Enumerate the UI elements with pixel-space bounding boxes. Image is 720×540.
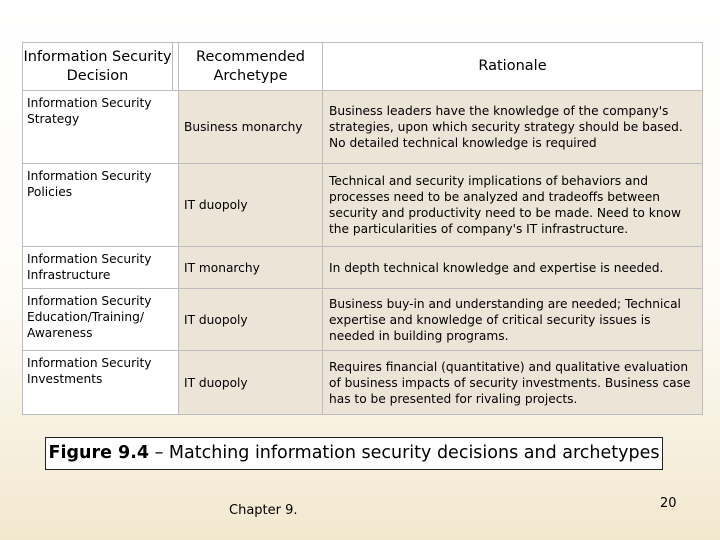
header-archetype: Recommended Archetype: [179, 43, 323, 91]
figure-label: Figure 9.4: [48, 443, 150, 463]
archetype-cell: IT duopoly: [179, 289, 323, 351]
header-decision: Information Security Decision: [23, 43, 173, 91]
table-row: [23, 91, 703, 164]
decision-cell: Information Security Investments: [23, 351, 173, 415]
decisions-table: [22, 42, 703, 415]
header-rationale: Rationale: [323, 43, 703, 91]
decision-cell: Information Security Strategy: [23, 91, 173, 164]
figure-caption: [45, 437, 663, 470]
table-header-row: [23, 43, 703, 91]
rationale-cell: Technical and security implications of behaviors and processes need to be analyzed and tradeoffs between security and productivity need to be made. Need to know the particularities of company's IT infrastructure.: [323, 164, 703, 247]
chapter-footer: Chapter 9.: [229, 503, 298, 518]
rationale-cell: Business leaders have the knowledge of the company's strategies, upon which security strategy should be based. No detailed technical knowledge is required: [323, 91, 703, 164]
table-row: [23, 351, 703, 415]
table-row: [23, 164, 703, 247]
table-row: [23, 247, 703, 289]
rationale-cell: Business buy-in and understanding are needed; Technical expertise and knowledge of critical security issues is needed in building programs.: [323, 289, 703, 351]
page-number: 20: [660, 496, 677, 511]
rationale-cell: Requires financial (quantitative) and qualitative evaluation of business impacts of security investments. Business case has to be presented for rivaling projects.: [323, 351, 703, 415]
archetype-cell: IT duopoly: [179, 351, 323, 415]
decision-cell: Information Security Policies: [23, 164, 173, 247]
decision-cell: Information Security Infrastructure: [23, 247, 173, 289]
figure-caption-text: – Matching information security decisions and archetypes: [149, 443, 660, 463]
archetype-cell: IT monarchy: [179, 247, 323, 289]
table-row: [23, 289, 703, 351]
decision-cell: Information Security Education/Training/ Awareness: [23, 289, 173, 351]
rationale-cell: In depth technical knowledge and expertise is needed.: [323, 247, 703, 289]
archetype-cell: Business monarchy: [179, 91, 323, 164]
archetype-cell: IT duopoly: [179, 164, 323, 247]
